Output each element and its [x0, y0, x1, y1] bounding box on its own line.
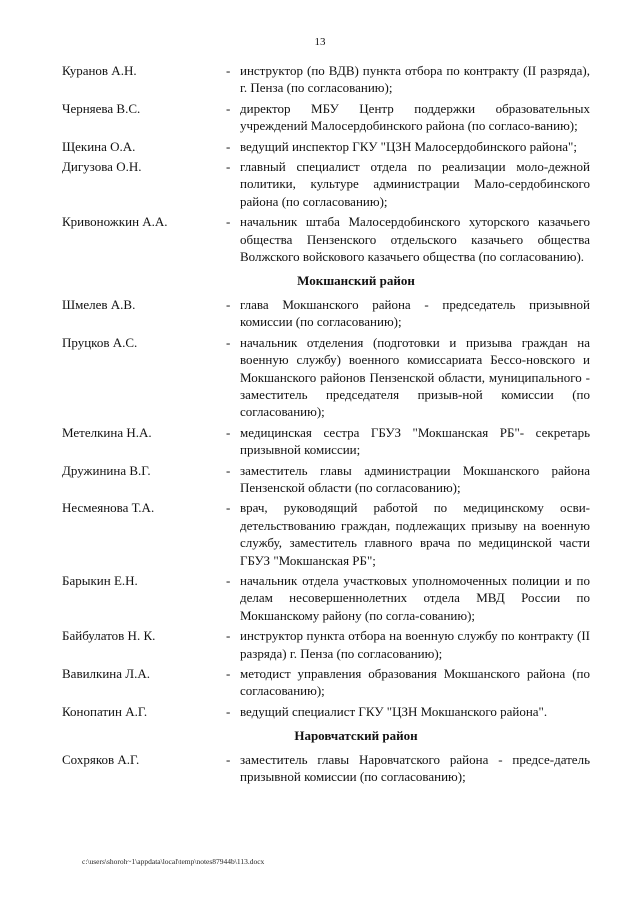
- commission-list: [62, 62, 590, 788]
- page-number: 13: [314, 36, 326, 48]
- member-name: Несмеянова Т.А.: [62, 500, 155, 516]
- member-name: Барыкин Е.Н.: [62, 572, 138, 588]
- dash-separator: -: [226, 424, 231, 440]
- section-heading: Наровчатский район: [294, 728, 418, 744]
- dash-separator: -: [226, 628, 231, 644]
- dash-separator: -: [226, 462, 231, 478]
- dash-separator: -: [226, 100, 231, 116]
- member-position: директор МБУ Центр поддержки образовательных учреждений Малосердобинского района (по согласо-ванию);: [240, 100, 590, 134]
- member-name: Сохряков А.Г.: [62, 751, 140, 767]
- dash-separator: -: [226, 500, 231, 516]
- dash-separator: -: [226, 138, 231, 154]
- member-position: ведущий специалист ГКУ "ЦЗН Мокшанского района".: [240, 703, 548, 719]
- dash-separator: -: [226, 296, 231, 312]
- member-position: инструктор пункта отбора на военную службу по контракту (II разряда) г. Пенза (по согласованию);: [240, 628, 590, 661]
- member-position: заместитель главы Наровчатского района - предсе-датель призывной комиссии (по согласованию);: [240, 751, 590, 785]
- member-entry: [62, 296, 590, 331]
- dash-separator: -: [226, 666, 231, 681]
- member-name: Дружинина В.Г.: [62, 462, 151, 478]
- member-name: Вавилкина Л.А.: [62, 666, 150, 681]
- dash-separator: -: [226, 703, 231, 719]
- footer-file-path: c:\users\shoroh~1\appdata\local\temp\notes87944b\113.docx: [82, 857, 265, 866]
- member-position: инструктор (по ВДВ) пункта отбора по контракту (II разряда), г. Пенза (по согласованию);: [240, 63, 590, 96]
- member-name: Конопатин А.Г.: [62, 703, 148, 719]
- member-position: начальник отдела участковых уполномоченных полиции и по делам несовершеннолетних отдела МВД России по Мокшанскому району (по согла-сованию);: [240, 572, 590, 623]
- member-position: медицинская сестра ГБУЗ "Мокшанская РБ"- секретарь призывной комиссии;: [240, 424, 590, 458]
- member-position: ведущий инспектор ГКУ "ЦЗН Малосердобинского района";: [240, 138, 577, 154]
- member-position: врач, руководящий работой по медицинскому осви-детельствованию граждан, подлежащих призыву на военную службу, заместитель главного врача по медицинской части ГБУЗ "Мокшанская РБ";: [240, 500, 590, 568]
- member-position: глава Мокшанского района - председатель призывной комиссии (по согласованию);: [240, 296, 590, 330]
- dash-separator: -: [226, 751, 231, 767]
- member-name: Щекина О.А.: [62, 138, 136, 154]
- member-entry: [62, 334, 590, 421]
- member-entry: [62, 100, 590, 135]
- dash-separator: -: [226, 214, 231, 230]
- member-entry: [62, 158, 590, 210]
- member-position: заместитель главы администрации Мокшанского района Пензенской области (по согласованию);: [240, 462, 590, 495]
- member-entry: [62, 627, 590, 662]
- member-entry: [62, 138, 590, 155]
- member-entry: [62, 62, 590, 97]
- member-position: главный специалист отдела по реализации моло-дежной политики, культуре администрации Мало-сердобинского района (по согласованию);: [240, 159, 590, 209]
- member-name: Метелкина Н.А.: [62, 424, 152, 440]
- member-name: Черняева В.С.: [62, 100, 141, 116]
- member-name: Пруцков А.С.: [62, 334, 138, 350]
- member-entry: [62, 751, 590, 786]
- dash-separator: -: [226, 572, 231, 588]
- member-entry: [62, 213, 590, 265]
- member-name: Шмелев А.В.: [62, 296, 136, 312]
- member-entry: [62, 572, 590, 624]
- dash-separator: -: [226, 63, 231, 78]
- member-entry: [62, 665, 590, 700]
- member-name: Куранов А.Н.: [62, 63, 137, 78]
- member-name: Дигузова О.Н.: [62, 159, 142, 175]
- member-position: методист управления образования Мокшанского района (по согласованию);: [240, 666, 590, 699]
- member-entry: [62, 424, 590, 459]
- member-entry: [62, 703, 590, 720]
- dash-separator: -: [226, 334, 231, 350]
- dash-separator: -: [226, 159, 231, 175]
- member-position: начальник отделения (подготовки и призыва граждан на военную службу) военного комиссариата Бессо-новского и Мокшанского районов Пензенской области, муниципального - заместитель председателя призыв-ной комиссии (по согласованию);: [240, 334, 590, 420]
- section-heading: Мокшанский район: [297, 273, 415, 289]
- member-entry: [62, 462, 590, 497]
- member-name: Кривоножкин А.А.: [62, 214, 168, 230]
- member-position: начальник штаба Малосердобинского хуторского казачьего общества Пензенского отдельского казачьего общества Волжского войскового казачьего общества (по согласованию).: [240, 214, 590, 265]
- member-name: Байбулатов Н. К.: [62, 628, 156, 644]
- member-entry: [62, 499, 590, 569]
